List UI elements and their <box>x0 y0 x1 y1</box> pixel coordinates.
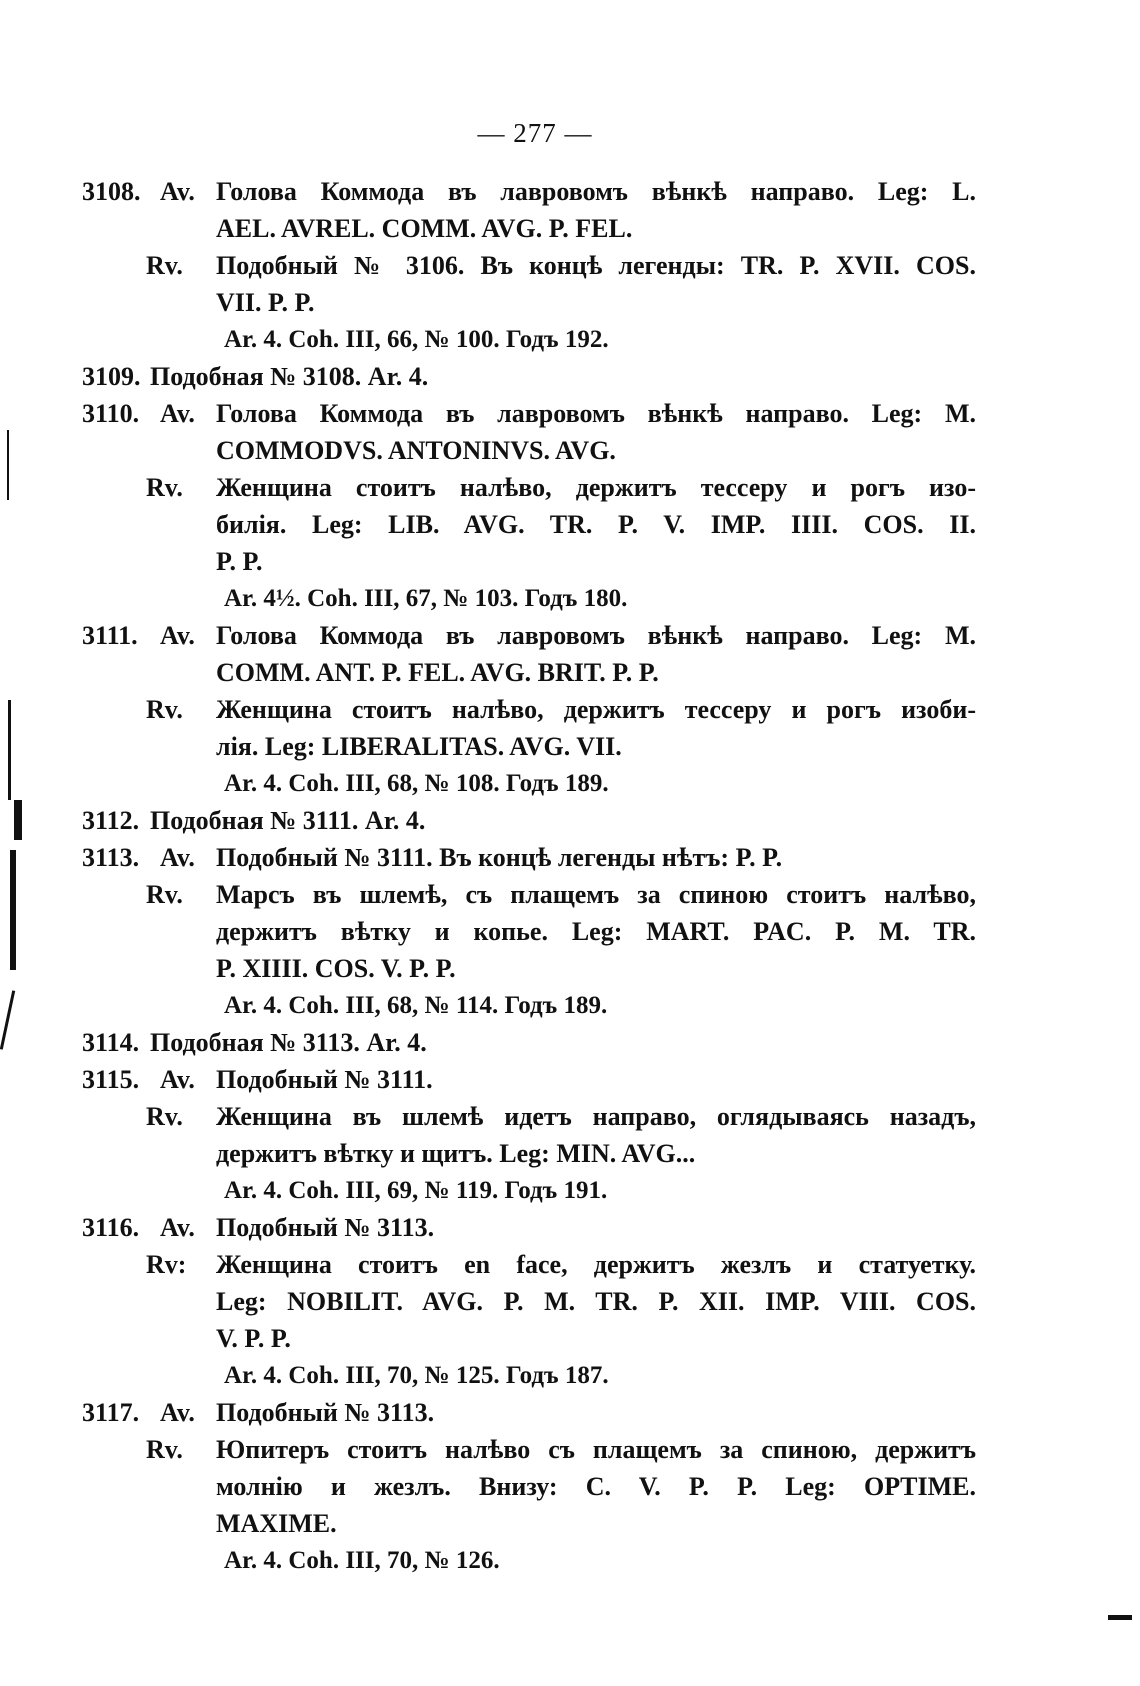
reverse-text: MAXIME. <box>216 1509 337 1538</box>
obverse-label: Av. <box>160 399 195 428</box>
reverse-text: P. P. <box>216 547 263 576</box>
reverse-text: P. XIIII. COS. V. P. P. <box>216 954 456 983</box>
reverse-text: держитъ вѣтку и копье. Leg: MART. PAC. P. M. TR. <box>216 917 976 946</box>
reverse-label: Rv. <box>146 473 183 502</box>
entry-number: 3111. <box>82 621 138 650</box>
entry-number: 3109. <box>82 362 141 391</box>
catalogue-entry <box>82 1394 976 1579</box>
catalogue-entry <box>82 1061 976 1209</box>
obverse-label: Av. <box>160 621 195 650</box>
reverse-label: Rv. <box>146 880 183 909</box>
entry-text: Подобная № 3111. Ar. 4. <box>150 806 426 835</box>
scan-artifact <box>8 700 11 800</box>
reference-line: Ar. 4. Coh. III, 68, № 108. Годъ 189. <box>224 770 609 797</box>
entry-number: 3117. <box>82 1398 140 1427</box>
reference-line: Ar. 4. Coh. III, 68, № 114. Годъ 189. <box>224 992 608 1019</box>
obverse-label: Av. <box>160 1065 195 1094</box>
entry-number: 3113. <box>82 843 140 872</box>
catalogue-entry <box>82 1209 976 1394</box>
reverse-text: Подобный № 3106. Въ концѣ легенды: TR. P. XVII. COS. <box>216 251 976 280</box>
obverse-text: Подобный № 3113. <box>216 1213 435 1242</box>
catalogue-entry <box>82 839 976 1024</box>
obverse-text: Голова Коммода въ лавровомъ вѣнкѣ направо. Leg: L. <box>216 177 976 206</box>
obverse-label: Av. <box>160 177 195 206</box>
reverse-text: Женщина стоитъ налѣво, держитъ тессеру и рогъ изоби- <box>216 695 976 724</box>
reverse-text: лія. Leg: LIBERALITAS. AVG. VII. <box>216 732 622 761</box>
scan-artifact <box>0 990 15 1049</box>
obverse-text: COMM. ANT. P. FEL. AVG. BRIT. P. P. <box>216 658 659 687</box>
catalogue-entry <box>82 1024 912 1061</box>
scan-artifact <box>14 800 22 840</box>
entry-number: 3116. <box>82 1213 140 1242</box>
reference-line: Ar. 4½. Coh. III, 67, № 103. Годъ 180. <box>224 585 628 612</box>
coin-catalogue <box>82 173 976 1579</box>
reverse-text: молнію и жезлъ. Внизу: C. V. P. P. Leg: OPTIME. <box>216 1472 976 1501</box>
reference-line: Ar. 4. Coh. III, 70, № 125. Годъ 187. <box>224 1362 609 1389</box>
catalogue-entry <box>82 173 976 358</box>
reverse-label: Rv. <box>146 1102 183 1131</box>
scan-artifact <box>1108 1615 1132 1620</box>
obverse-text: Подобный № 3111. <box>216 1065 433 1094</box>
reverse-label: Rv. <box>146 1435 183 1464</box>
reference-line: Ar. 4. Coh. III, 70, № 126. <box>224 1547 500 1574</box>
entry-text: Подобная № 3108. Ar. 4. <box>150 362 429 391</box>
obverse-text: Подобный № 3113. <box>216 1398 435 1427</box>
entry-number: 3110. <box>82 399 140 428</box>
reverse-text: билія. Leg: LIB. AVG. TR. P. V. IMP. IIII. COS. II. <box>216 510 976 539</box>
catalogue-entry <box>82 802 912 839</box>
reverse-text: Юпитеръ стоитъ налѣво съ плащемъ за спиною, держитъ <box>216 1435 976 1464</box>
catalogue-entry <box>82 617 976 802</box>
entry-text: Подобная № 3113. Ar. 4. <box>150 1028 427 1057</box>
reverse-label: Rv: <box>146 1250 187 1279</box>
reverse-text: Leg: NOBILIT. AVG. P. M. TR. P. XII. IMP. VIII. COS. <box>216 1287 976 1316</box>
reference-line: Ar. 4. Coh. III, 69, № 119. Годъ 191. <box>224 1177 608 1204</box>
reverse-text: V. P. P. <box>216 1324 291 1353</box>
reverse-text: Женщина стоитъ en face, держитъ жезлъ и статуетку. <box>216 1250 976 1279</box>
scan-artifact <box>7 430 9 500</box>
obverse-text: Голова Коммода въ лавровомъ вѣнкѣ направо. Leg: M. <box>216 621 976 650</box>
reverse-text: VII. P. P. <box>216 288 315 317</box>
entry-number: 3108. <box>82 177 141 206</box>
catalogue-entry <box>82 358 912 395</box>
page-number: — 277 — <box>477 118 593 148</box>
entry-number: 3115. <box>82 1065 140 1094</box>
reverse-text: Женщина стоитъ налѣво, держитъ тессеру и рогъ изо- <box>216 473 976 502</box>
scan-artifact <box>10 850 16 970</box>
reverse-text: держитъ вѣтку и щитъ. Leg: MIN. AVG... <box>216 1139 696 1168</box>
obverse-text: COMMODVS. ANTONINVS. AVG. <box>216 436 616 465</box>
obverse-text: Голова Коммода въ лавровомъ вѣнкѣ направо. Leg: M. <box>216 399 976 428</box>
entry-number: 3114. <box>82 1028 140 1057</box>
reverse-text: Марсъ въ шлемѣ, съ плащемъ за спиною стоитъ налѣво, <box>216 880 976 909</box>
reverse-text: Женщина въ шлемѣ идетъ направо, оглядываясь назадъ, <box>216 1102 976 1131</box>
entry-number: 3112. <box>82 806 140 835</box>
reverse-label: Rv. <box>146 695 183 724</box>
obverse-label: Av. <box>160 1213 195 1242</box>
catalogue-entry <box>82 395 976 617</box>
obverse-text: Подобный № 3111. Въ концѣ легенды нѣтъ: P. P. <box>216 843 783 872</box>
obverse-text: AEL. AVREL. COMM. AVG. P. FEL. <box>216 214 633 243</box>
obverse-label: Av. <box>160 1398 195 1427</box>
reverse-label: Rv. <box>146 251 183 280</box>
reference-line: Ar. 4. Coh. III, 66, № 100. Годъ 192. <box>224 326 609 353</box>
obverse-label: Av. <box>160 843 195 872</box>
